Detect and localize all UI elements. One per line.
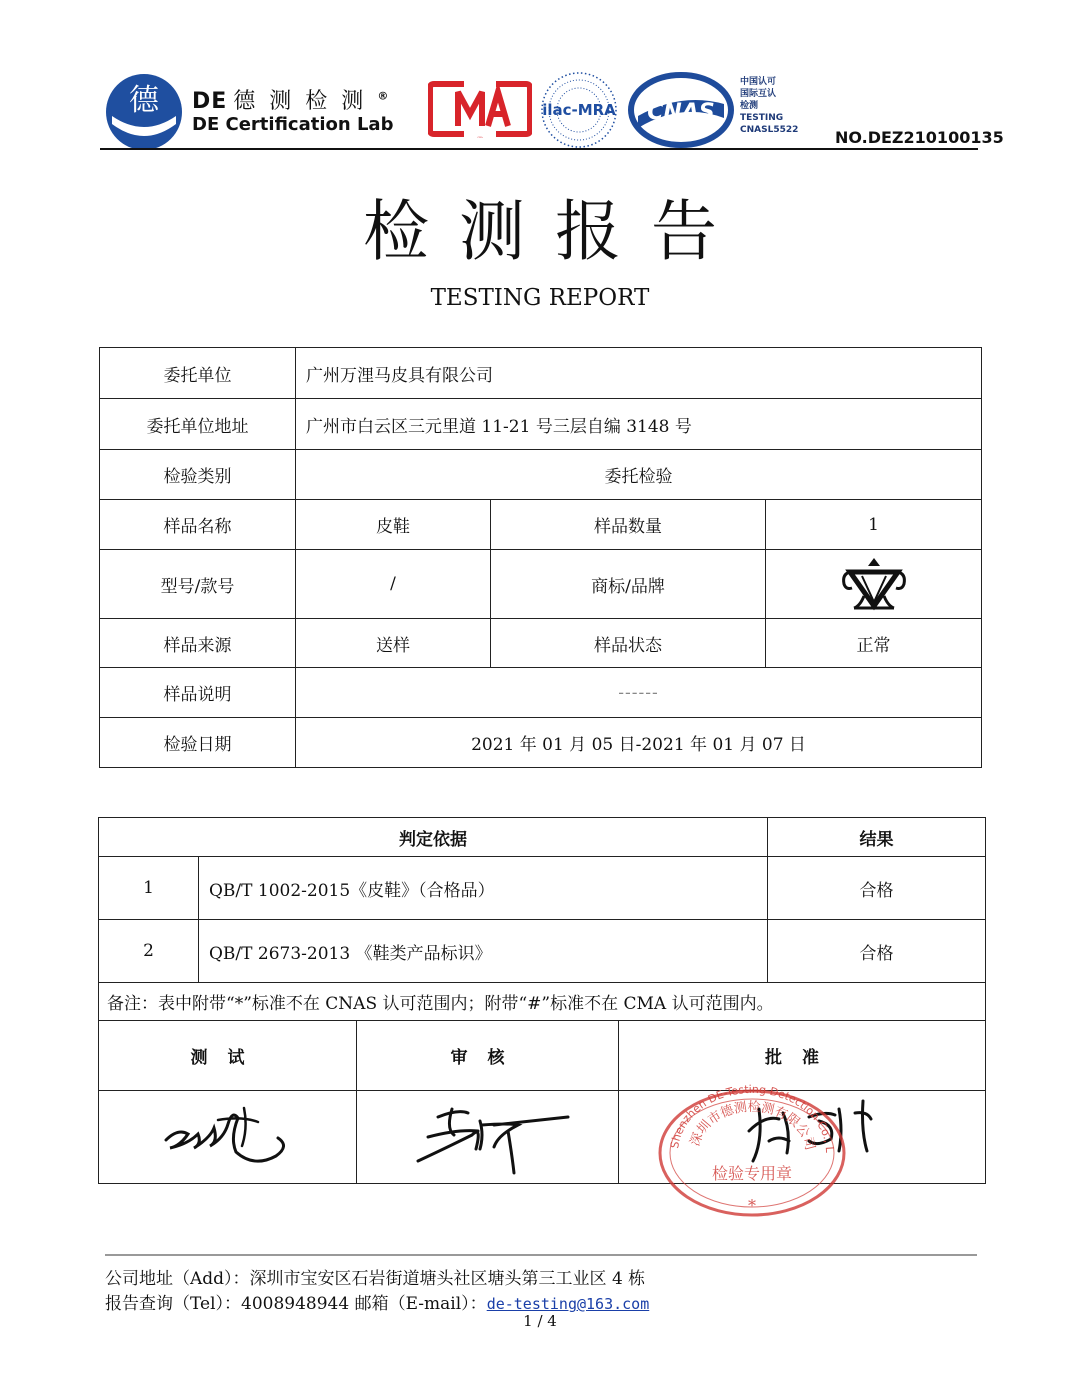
row-result: 合格 <box>768 920 986 983</box>
row-standard: QB/T 2673-2013 《鞋类产品标识》 <box>199 920 768 983</box>
cnas-logo <box>628 72 734 148</box>
inspection-type-label: 检验类别 <box>100 450 296 500</box>
seal-center-text: 检验专用章 <box>711 1164 793 1183</box>
judgement-table <box>98 817 986 1184</box>
seal-outer-text: Shenzhen DE-Testing Detection Co., L <box>668 1083 837 1154</box>
row-standard: QB/T 1002-2015《皮鞋》（合格品） <box>199 857 768 920</box>
client-label: 委托单位 <box>100 348 296 399</box>
page-number: 1 / 4 <box>523 1312 557 1330</box>
description-label: 样品说明 <box>100 668 296 718</box>
table-row <box>99 920 986 983</box>
reviewer-signature-cell <box>357 1091 619 1184</box>
source-value: 送样 <box>296 619 491 668</box>
ilac-mra-logo <box>540 70 618 150</box>
registered-mark: ® <box>377 89 389 103</box>
sample-info-table <box>99 347 982 768</box>
result-header: 结果 <box>768 818 986 857</box>
cma-text: CMA <box>477 137 483 139</box>
cma-logo <box>428 78 532 140</box>
model-value: / <box>296 550 491 619</box>
company-name-en: DE Certification Lab <box>192 114 394 135</box>
de-logo-mark <box>104 72 184 152</box>
model-label: 型号/款号 <box>100 550 296 619</box>
report-title-en: TESTING REPORT <box>430 285 650 311</box>
seal-star: * <box>748 1196 756 1215</box>
row-number: 2 <box>99 920 199 983</box>
tester-signature <box>158 1098 298 1172</box>
tester-label: 测试 <box>99 1021 357 1091</box>
inspection-type-value: 委托检验 <box>296 450 982 500</box>
official-seal <box>654 1083 850 1219</box>
footer-address: 公司地址（Add）：深圳市宝安区石岩街道塘头社区塘头第三工业区 4 栋 <box>105 1269 646 1289</box>
client-value: 广州万浬马皮具有限公司 <box>296 348 982 399</box>
company-name-cn: 德测检测 <box>233 89 378 114</box>
sample-qty-label: 样品数量 <box>491 500 766 550</box>
reviewer-label: 审核 <box>357 1021 619 1091</box>
ilac-text: ilac-MRA <box>542 101 616 119</box>
header-divider <box>100 148 978 150</box>
cnas-accreditation <box>740 76 798 136</box>
state-value: 正常 <box>766 619 982 668</box>
logo-char: 德 <box>129 83 159 118</box>
cnas-line: CNASL5522 <box>740 125 799 135</box>
address-value: 广州市白云区三元里道 11-21 号三层自编 3148 号 <box>296 399 982 450</box>
brand-label: 商标/品牌 <box>491 550 766 619</box>
sample-qty-value: 1 <box>766 500 982 550</box>
source-label: 样品来源 <box>100 619 296 668</box>
description-value: ------ <box>296 668 982 718</box>
cnas-text: CNAS <box>647 100 715 125</box>
seal-inner-text: 深圳市德测检测有限公司 <box>687 1099 818 1152</box>
cnas-line: 检测 <box>740 101 759 111</box>
remark-note: 备注：表中附带“*”标准不在 CNAS 认可范围内；附带“#”标准不在 CMA 认可范围内。 <box>99 983 986 1021</box>
brand-emblem-icon <box>840 556 908 612</box>
cnas-line: 中国认可 <box>740 77 777 87</box>
footer-email-link[interactable]: de-testing@163.com <box>486 1295 650 1313</box>
approver-label: 批准 <box>619 1021 986 1091</box>
company-prefix: DE <box>192 89 228 114</box>
company-name <box>192 84 388 115</box>
table-row <box>99 857 986 920</box>
tester-signature-cell <box>99 1091 357 1184</box>
sample-name-label: 样品名称 <box>100 500 296 550</box>
row-number: 1 <box>99 857 199 920</box>
footer-contact-text: 报告查询（Tel）：4008948944 邮箱（E-mail）： <box>105 1294 487 1314</box>
basis-header: 判定依据 <box>99 818 768 857</box>
cnas-line: TESTING <box>740 113 784 123</box>
report-title-cn: 检测报告 <box>363 193 747 270</box>
sample-name-value: 皮鞋 <box>296 500 491 550</box>
state-label: 样品状态 <box>491 619 766 668</box>
brand-logo <box>766 550 982 619</box>
de-logo <box>104 72 184 152</box>
reviewer-signature <box>398 1095 578 1175</box>
footer-divider <box>105 1254 977 1256</box>
cnas-line: 国际互认 <box>740 89 777 99</box>
report-number: NO.DEZ210100135 <box>835 128 1004 147</box>
date-label: 检验日期 <box>100 718 296 768</box>
row-result: 合格 <box>768 857 986 920</box>
address-label: 委托单位地址 <box>100 399 296 450</box>
footer-contact <box>105 1289 649 1314</box>
date-value: 2021 年 01 月 05 日-2021 年 01 月 07 日 <box>296 718 982 768</box>
